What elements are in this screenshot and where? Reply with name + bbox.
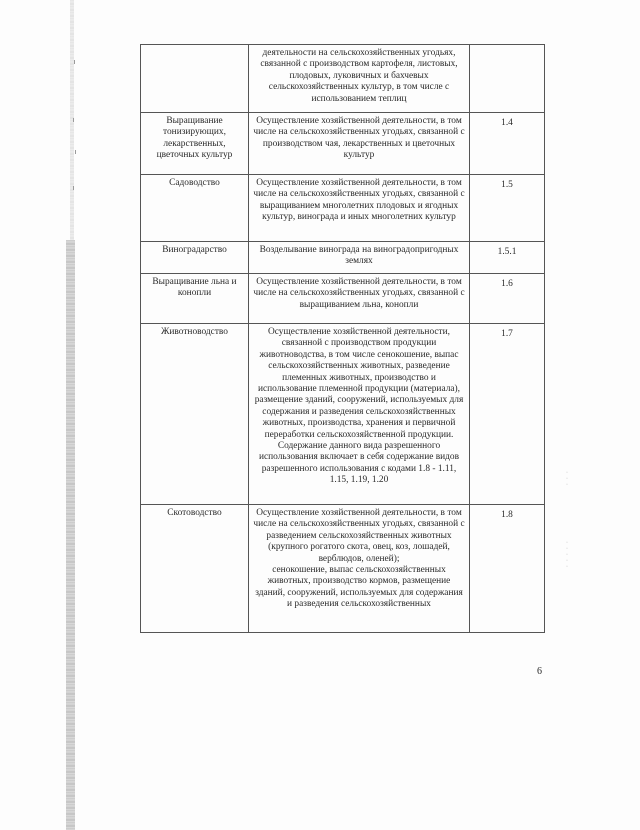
description-paragraph: Осуществление хозяйственной деятельности, в том числе на сельскохозяйственных угодьях, связанной с разведением сельскохозяйственных животных (крупного рогатого скота, овец, коз, лошадей, верблюдов, оленей); bbox=[253, 508, 465, 564]
use-description-cell: деятельности на сельскохозяйственных угодьях, связанной с производством картофеля, листовых, плодовых, луковичных и бахчевых сельскохозяйственных культур, в том числе с использованием теплиц bbox=[249, 45, 470, 113]
scan-speck bbox=[73, 118, 74, 122]
use-code-cell: 1.4 bbox=[470, 113, 545, 175]
land-use-table bbox=[140, 44, 545, 633]
use-code-cell: 1.6 bbox=[470, 274, 545, 324]
use-description-cell: Осуществление хозяйственной деятельности, в том числе на сельскохозяйственных угодьях, связанной с выращиванием льна, конопли bbox=[249, 274, 470, 324]
use-code-cell bbox=[470, 45, 545, 113]
use-name-cell: Садоводство bbox=[141, 175, 249, 242]
table-row bbox=[141, 242, 545, 274]
scan-noise: · · · · · bbox=[566, 540, 568, 570]
use-description-cell: Осуществление хозяйственной деятельности, в том числе на сельскохозяйственных угодьях, связанной с производством чая, лекарственных и цветочных культур bbox=[249, 113, 470, 175]
use-code-cell: 1.5.1 bbox=[470, 242, 545, 274]
table-row bbox=[141, 274, 545, 324]
use-name-cell: Виноградарство bbox=[141, 242, 249, 274]
table-row bbox=[141, 505, 545, 633]
description-paragraph: Осуществление хозяйственной деятельности, связанной с производством продукции животноводства, в том числе сенокошение, выпас сельскохозяйственных животных, разведение племенных животных, производство и использование племенной продукции (материала), размещение зданий, сооружений, используемых для содержания и разведения сельскохозяйственных животных, производства, хранения и первичной переработки сельскохозяйственной продукции. bbox=[254, 327, 464, 440]
scan-edge-shadow bbox=[66, 240, 75, 830]
scan-noise: · · · bbox=[566, 470, 568, 488]
use-code-cell: 1.7 bbox=[470, 324, 545, 505]
use-name-cell: Выращивание льна и конопли bbox=[141, 274, 249, 324]
table-row bbox=[141, 113, 545, 175]
table-row bbox=[141, 175, 545, 242]
use-code-cell: 1.8 bbox=[470, 505, 545, 633]
use-name-cell: Скотоводство bbox=[141, 505, 249, 633]
use-name-cell bbox=[141, 45, 249, 113]
use-description-cell bbox=[249, 505, 470, 633]
scan-speck bbox=[74, 60, 75, 64]
use-description-cell bbox=[249, 324, 470, 505]
page-number: 6 bbox=[537, 666, 542, 677]
use-name-cell: Выращивание тонизирующих, лекарственных, цветочных культур bbox=[141, 113, 249, 175]
table-row bbox=[141, 45, 545, 113]
scan-speck bbox=[75, 150, 76, 154]
table-row bbox=[141, 324, 545, 505]
use-name-cell: Животноводство bbox=[141, 324, 249, 505]
description-paragraph: Содержание данного вида разрешенного использования включает в себя содержание видов разрешенного использования с кодами 1.8 - 1.11, 1.15, 1.19, 1.20 bbox=[258, 441, 460, 486]
description-paragraph: сенокошение, выпас сельскохозяйственных животных, производство кормов, размещение зданий, сооружений, используемых для содержания и разведения сельскохозяйственных bbox=[255, 565, 463, 610]
scan-speck bbox=[73, 186, 74, 190]
use-code-cell: 1.5 bbox=[470, 175, 545, 242]
use-description-cell: Осуществление хозяйственной деятельности, в том числе на сельскохозяйственных угодьях, связанной с выращиванием многолетних плодовых и ягодных культур, винограда и иных многолетних культур bbox=[249, 175, 470, 242]
use-description-cell: Возделывание винограда на виноградопригодных землях bbox=[249, 242, 470, 274]
